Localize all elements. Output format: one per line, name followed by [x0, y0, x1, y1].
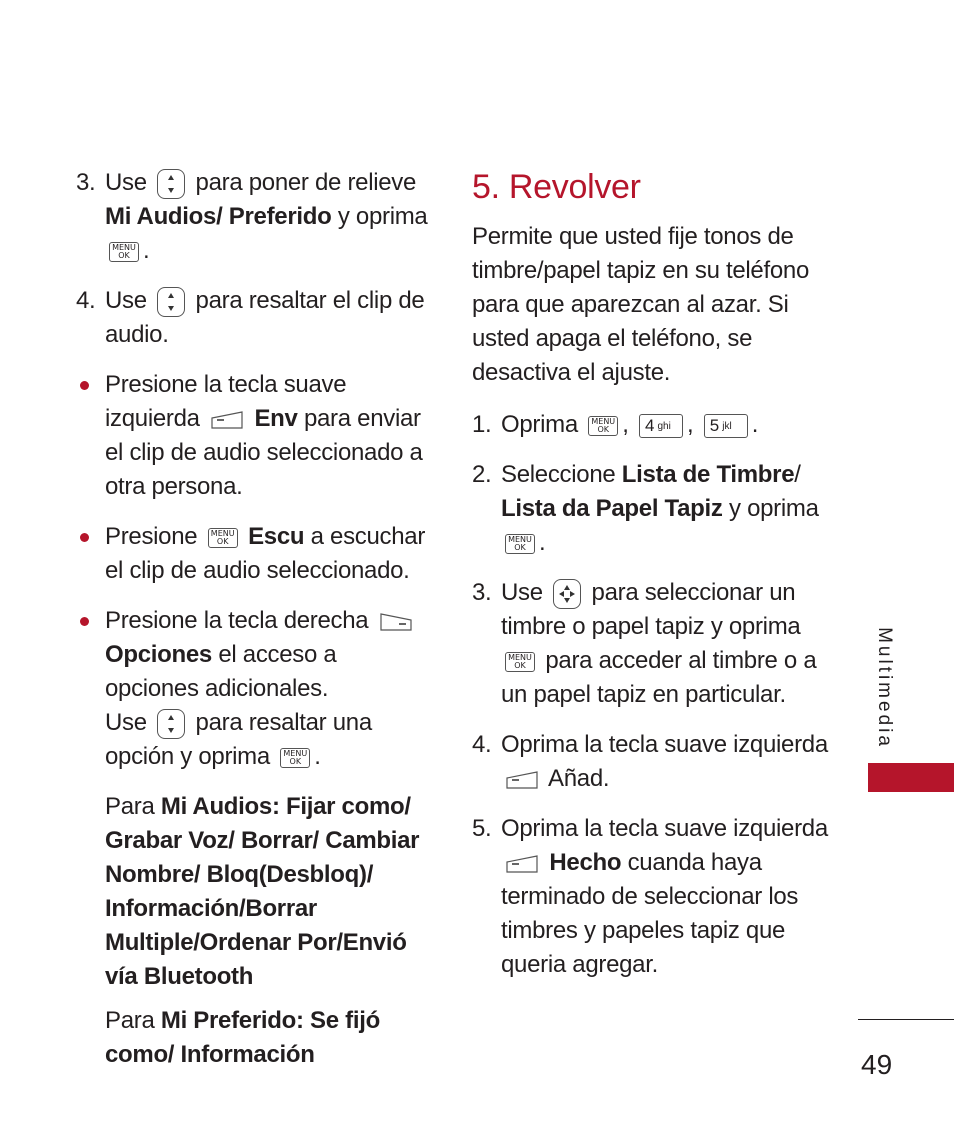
right-step-3: 3. Use para seleccionar un timbre o papel tapiz y oprima MENU OK para acceder al timbre o a un papel tapiz en particular.	[472, 576, 832, 712]
left-soft-key-icon	[210, 410, 244, 430]
menu-ok-key-icon: MENU OK	[109, 242, 139, 262]
left-soft-key-icon	[505, 854, 539, 874]
step-number: 3.	[76, 169, 96, 196]
nav-up-down-key-icon	[157, 169, 185, 199]
right-column	[472, 166, 832, 998]
footer-rule	[858, 1019, 954, 1020]
step-number: 4.	[76, 287, 96, 314]
nav-up-down-key-icon	[157, 287, 185, 317]
step-number: 5.	[472, 815, 492, 842]
bullet-dot	[80, 617, 89, 626]
step-number: 3.	[472, 579, 492, 606]
key-5-icon: 5 jkl	[704, 414, 748, 438]
menu-ok-key-icon: MENU OK	[208, 528, 238, 548]
menu-ok-key-icon: MENU OK	[505, 534, 535, 554]
left-step-3: 3. Use para poner de relieve Mi Audios/ Preferido y oprima MENU OK .	[76, 166, 436, 268]
left-bullet-3: Presione la tecla derecha Opciones el acceso a opciones adicionales. Use para resaltar una opción y oprima MENU OK .	[76, 604, 436, 774]
step-number: 1.	[472, 411, 492, 438]
section-tab-marker	[868, 763, 954, 792]
step-number: 2.	[472, 461, 492, 488]
right-soft-key-icon	[379, 612, 413, 632]
left-step-4: 4. Use para resaltar el clip de audio.	[76, 284, 436, 352]
right-step-5: 5. Oprima la tecla suave izquierda Hecho cuanda haya terminado de seleccionar los timbres y papeles tapiz que queria agregar.	[472, 812, 832, 982]
section-title: 5. Revolver	[472, 168, 641, 206]
left-bullet-1: Presione la tecla suave izquierda Env para enviar el clip de audio seleccionado a otra persona.	[76, 368, 436, 504]
step-number: 4.	[472, 731, 492, 758]
section-side-label: Multimedia	[874, 627, 895, 749]
left-para-preferido: Para Mi Preferido: Se fijó como/ Información	[105, 1007, 380, 1068]
menu-ok-key-icon: MENU OK	[588, 416, 618, 436]
left-bullet-2: Presione MENU OK Escu a escuchar el clip de audio seleccionado.	[76, 520, 436, 588]
page-number: 49	[861, 1049, 893, 1080]
right-step-4: 4. Oprima la tecla suave izquierda Añad.	[472, 728, 832, 796]
menu-ok-key-icon: MENU OK	[505, 652, 535, 672]
section-intro: Permite que usted fije tonos de timbre/papel tapiz en su teléfono para que aparezcan al azar. Si usted apaga el teléfono, se desactiva el ajuste.	[472, 223, 809, 386]
bullet-dot	[80, 533, 89, 542]
left-para-audios: Para Mi Audios: Fijar como/ Grabar Voz/ Borrar/ Cambiar Nombre/ Bloq(Desbloq)/ Información/Borrar Multiple/Ordenar Por/Envió vía Bluetooth	[105, 793, 420, 990]
right-step-2: 2. Seleccione Lista de Timbre/ Lista da Papel Tapiz y oprima MENU OK .	[472, 458, 832, 560]
key-4-icon: 4 ghi	[639, 414, 683, 438]
right-step-1: 1. Oprima MENU OK , 4 ghi , 5 jkl .	[472, 408, 832, 442]
nav-up-down-key-icon	[157, 709, 185, 739]
bullet-dot	[80, 381, 89, 390]
menu-ok-key-icon: MENU OK	[280, 748, 310, 768]
left-soft-key-icon	[505, 770, 539, 790]
nav-four-way-key-icon	[553, 579, 581, 609]
left-column	[76, 166, 436, 1082]
